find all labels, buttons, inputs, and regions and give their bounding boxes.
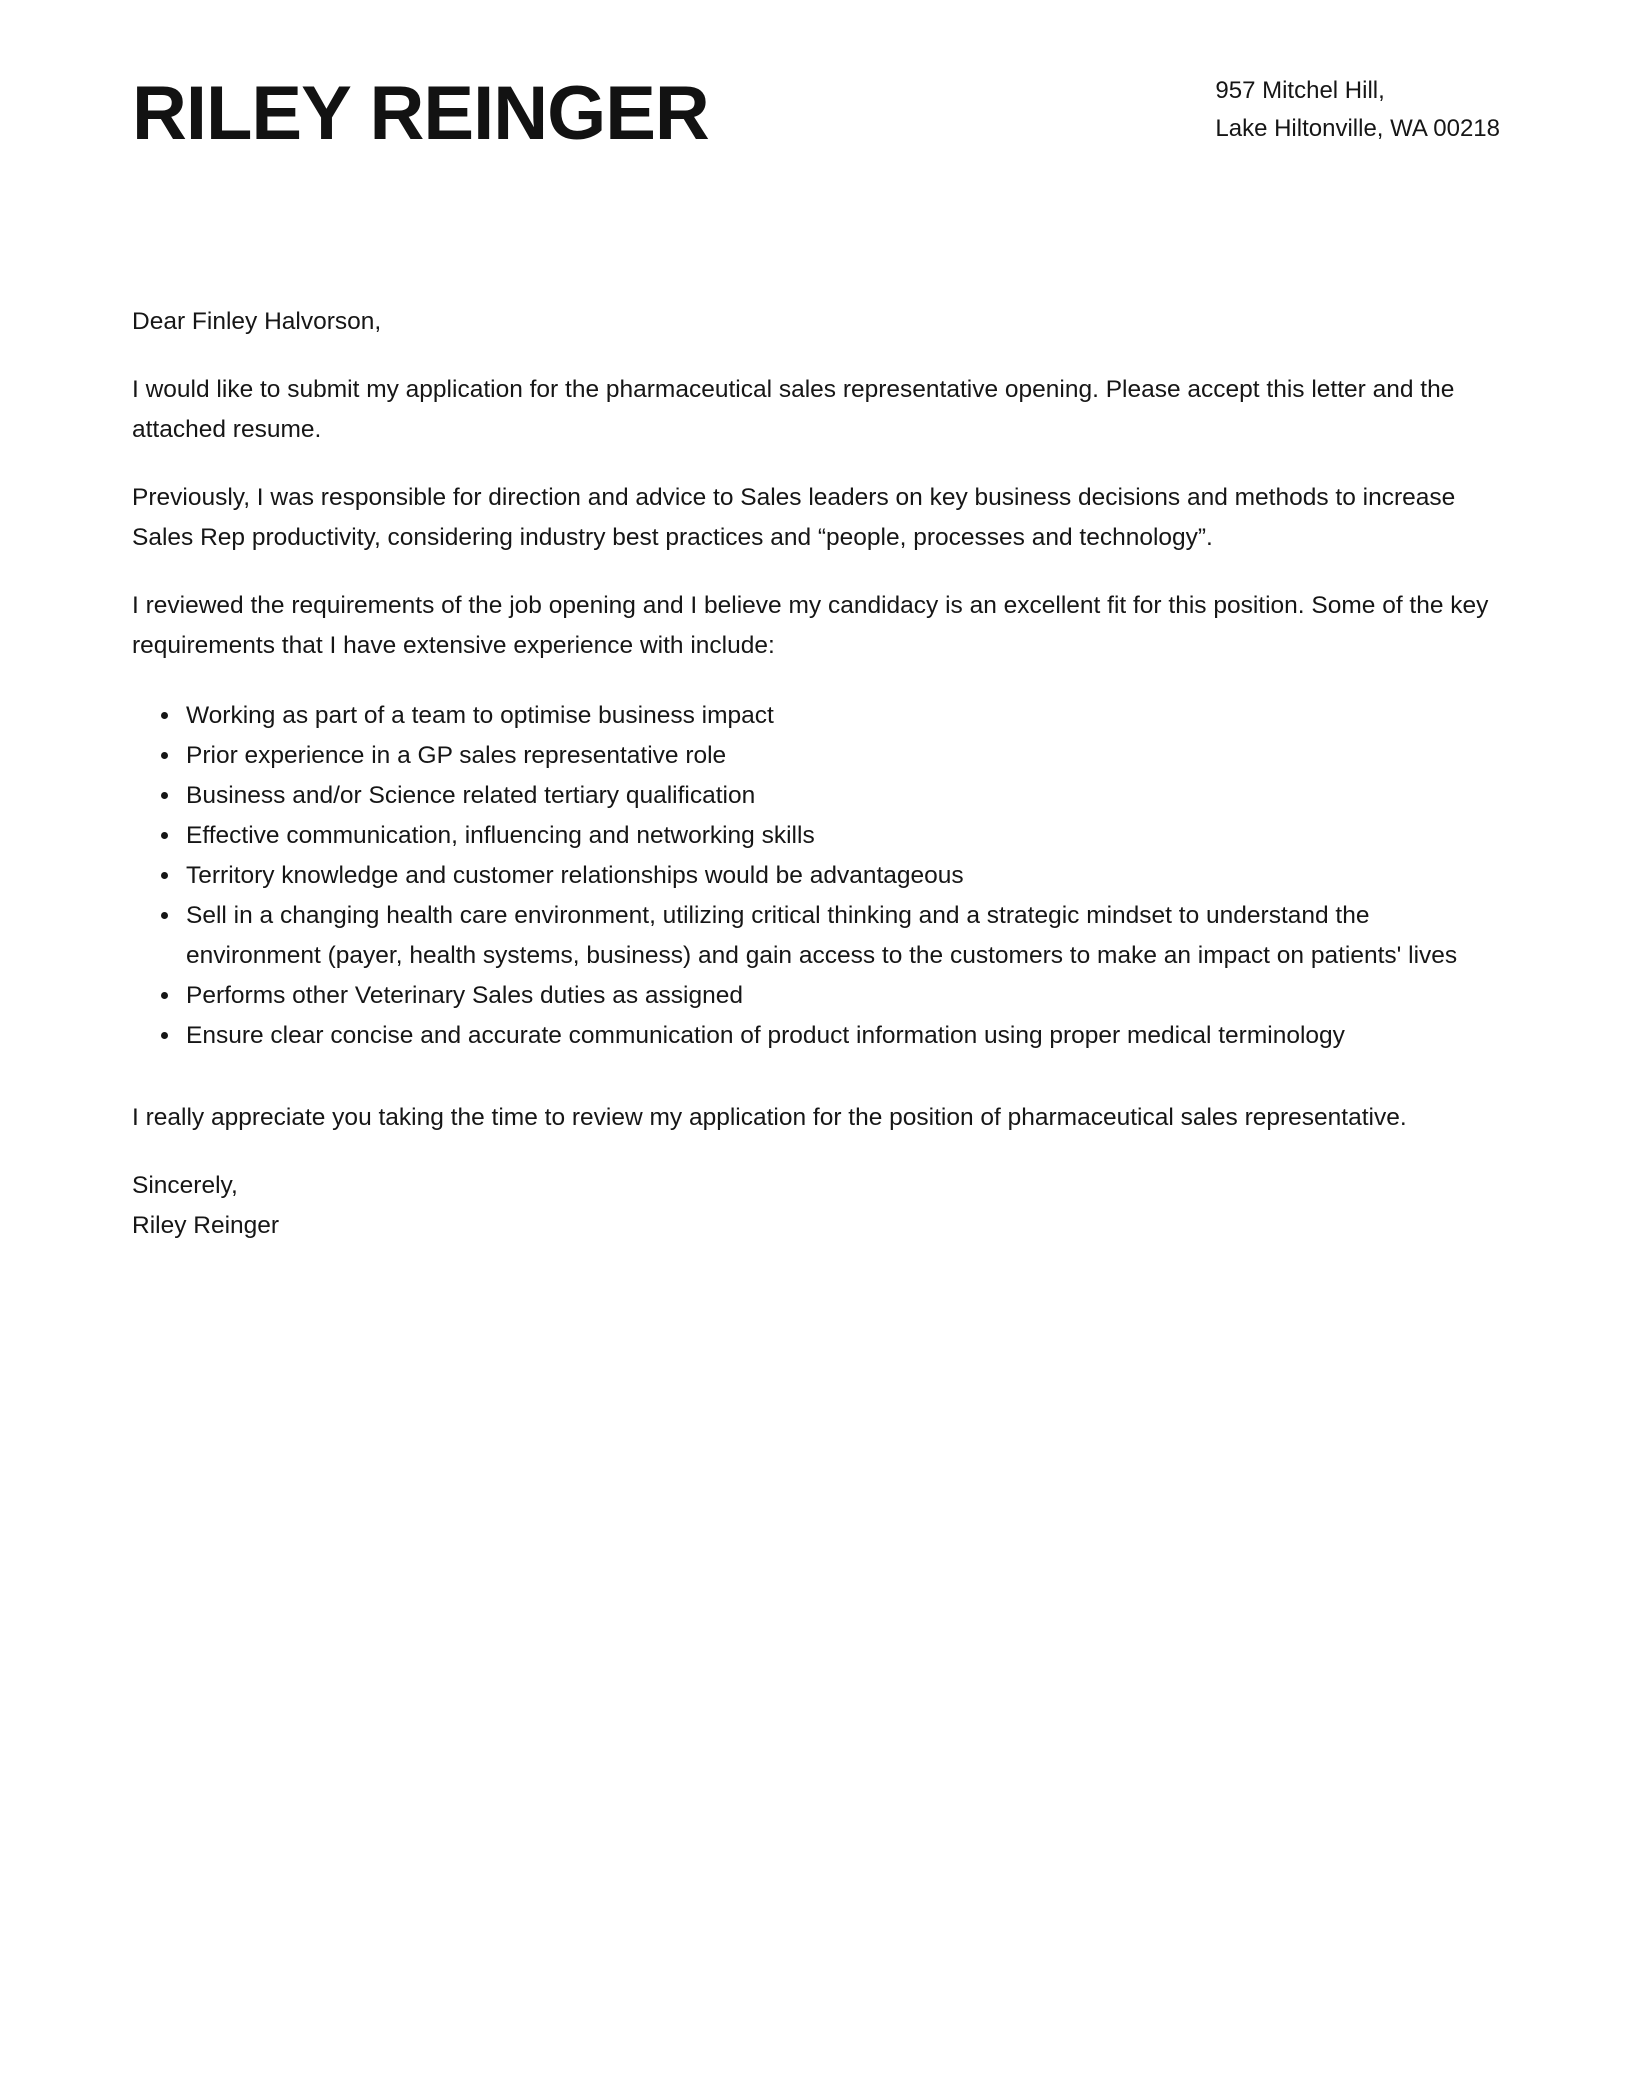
sender-name: RILEY REINGER — [132, 71, 709, 156]
list-item: • Prior experience in a GP sales representative role — [182, 736, 1500, 776]
paragraph-requirements: I reviewed the requirements of the job opening and I believe my candidacy is an excellent fit for this position. Some of the key requirements that I have extensive experience with include: — [132, 591, 1489, 659]
paragraph-experience: Previously, I was responsible for direction and advice to Sales leaders on key business decisions and methods to increase Sales Rep productivity, considering industry best practices and “people, processes and technology”. — [132, 483, 1456, 551]
closing-paragraph: I really appreciate you taking the time to review my application for the position of pharmaceutical sales representative. — [132, 1103, 1407, 1131]
letter-header — [132, 56, 1500, 154]
greeting: Dear Finley Halvorson, — [132, 307, 382, 335]
list-item: • Effective communication, influencing and networking skills — [182, 816, 1500, 856]
address-line-1: 957 Mitchel Hill, — [1215, 77, 1385, 104]
list-item: • Working as part of a team to optimise business impact — [182, 696, 1500, 736]
list-item: • Performs other Veterinary Sales duties as assigned — [182, 976, 1500, 1016]
signoff-block — [132, 1166, 1500, 1246]
requirements-list — [132, 696, 1500, 1056]
list-item: • Territory knowledge and customer relationships would be advantageous — [182, 856, 1500, 896]
list-item: • Ensure clear concise and accurate communication of product information using proper medical terminology — [182, 1016, 1500, 1056]
list-item: • Sell in a changing health care environment, utilizing critical thinking and a strategic mindset to understand the environment (payer, health systems, business) and gain access to the customers to make an impact on patients' lives — [182, 896, 1500, 976]
signature-name: Riley Reinger — [132, 1211, 280, 1239]
sender-address — [1215, 72, 1500, 148]
letter-body — [132, 302, 1500, 1246]
address-line-2: Lake Hiltonville, WA 00218 — [1215, 115, 1500, 142]
paragraph-intro: I would like to submit my application for the pharmaceutical sales representative opening. Please accept this letter and the attached resume. — [132, 375, 1455, 443]
list-item: • Business and/or Science related tertiary qualification — [182, 776, 1500, 816]
signoff-word: Sincerely, — [132, 1171, 238, 1199]
